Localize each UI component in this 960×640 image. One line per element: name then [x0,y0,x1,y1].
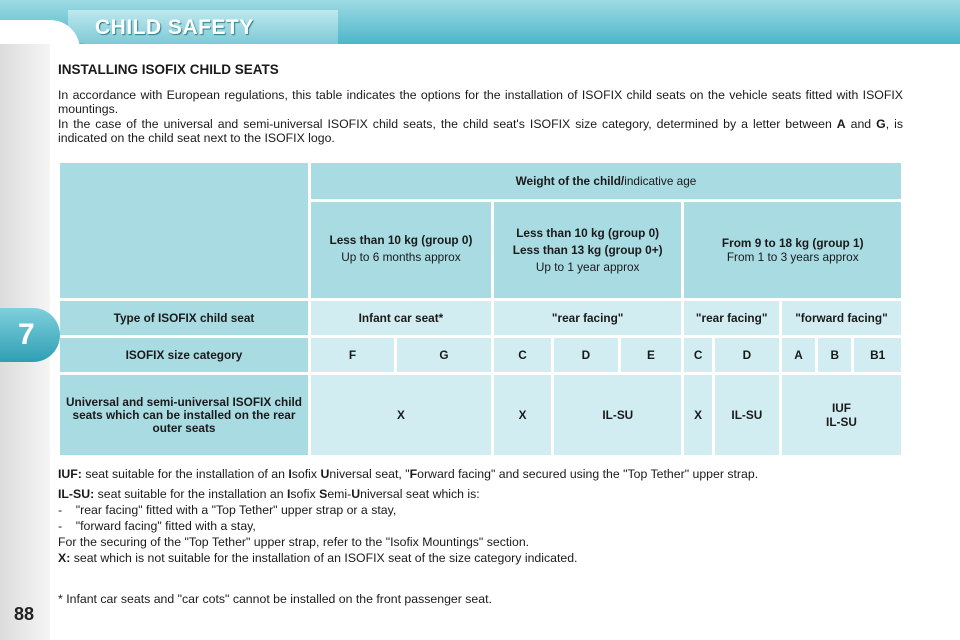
note-text: sofix [290,487,320,501]
para-text: , is indicated on the child seat next to the ISOFIX logo. [58,117,903,145]
type-cell: "rear facing" [494,301,682,335]
seat-row-label: Universal and semi-universal ISOFIX child seats which can be installed on the rear outer seats [60,375,308,455]
size-cell: A [782,338,815,372]
type-cell: "forward facing" [782,301,901,335]
size-label-cell: ISOFIX size category [60,338,308,372]
letter-g: G [876,117,886,131]
letter-a: A [836,117,846,131]
size-cell: C [684,338,711,372]
size-cell: G [397,338,491,372]
group1-sub: Up to 6 months approx [341,250,461,264]
ilsu-note [58,486,903,502]
note-text: emi- [327,487,352,501]
note-text: seat suitable for the installation an [94,487,287,501]
group2-cell [494,202,682,298]
weight-header-rest: indicative age [624,174,697,188]
note-text: sofix [291,467,321,481]
para-text: and [845,117,877,131]
group3-cell [684,202,901,298]
value-cell: X [494,375,551,455]
size-cell: F [311,338,394,372]
iuf-note [58,466,903,482]
group1-cell [311,202,491,298]
value-cell: X [684,375,711,455]
table-row [60,375,901,455]
size-cell: D [554,338,617,372]
securing-note: For the securing of the "Top Tether" upper strap, refer to the "Isofix Mountings" section. [58,535,530,549]
dash-item: - "forward facing" fitted with a stay, [58,519,256,533]
isofix-table [57,160,904,458]
chapter-number: 7 [18,318,35,351]
weight-header-bold: Weight of the child/ [515,174,625,188]
note-key: IUF: [58,467,82,481]
para-text: In the case of the universal and semi-universal ISOFIX child seats, the child seat's ISOFIX size category, determined by a letter between [58,117,837,131]
value-ilsu: IL-SU [826,415,857,429]
value-cell: IL-SU [715,375,779,455]
size-cell: B [818,338,851,372]
group2-sub: Up to 1 year approx [535,260,640,274]
group1-title: Less than 10 kg (group 0) [329,233,473,247]
page-header-title: CHILD SAFETY [95,16,254,39]
empty-corner-cell [60,163,308,298]
group2-title-a: Less than 10 kg (group 0) [516,226,660,240]
note-text: seat which is not suitable for the installation of an ISOFIX seat of the size category indicated. [70,551,578,565]
group3-title: From 9 to 18 kg (group 1) [721,236,864,250]
weight-header-cell [311,163,901,199]
size-category-paragraph [58,117,903,145]
note-letter: F [409,467,418,481]
note-key: IL-SU: [58,487,95,501]
note-letter: I [288,467,292,481]
section-title: INSTALLING ISOFIX CHILD SEATS [58,62,279,77]
page-number: 88 [14,604,35,624]
type-cell: "rear facing" [684,301,779,335]
table-row [60,338,901,372]
group3-sub: From 1 to 3 years approx [726,250,859,264]
note-letter: I [286,487,291,501]
intro-paragraph: In accordance with European regulations, this table indicates the options for the installation of ISOFIX child seats on the vehicle seats fitted with ISOFIX mountings. [58,88,903,116]
type-cell [311,301,491,335]
table-row [60,301,901,335]
size-cell: C [494,338,551,372]
value-cell [782,375,901,455]
x-note [58,550,903,566]
note-letter: U [320,467,330,481]
value-iuf: IUF [831,401,851,415]
table-row [60,163,901,199]
group2-title-b: Less than 13 kg (group 0+) [512,243,663,257]
footnote: * Infant car seats and "car cots" cannot be installed on the front passenger seat. [58,592,492,606]
note-key: X: [58,551,71,565]
note-text: niversal seat which is: [360,487,480,501]
value-cell: X [311,375,491,455]
note-letter: U [351,487,361,501]
type-label-cell: Type of ISOFIX child seat [60,301,308,335]
note-text: orward facing" and secured using the "Top Tether" upper strap. [417,467,759,481]
type-text: Infant car seat* [358,311,444,325]
legend-notes [58,466,903,566]
note-text: seat suitable for the installation of an [81,467,289,481]
value-cell: IL-SU [554,375,681,455]
dash-item: - "rear facing" fitted with a "Top Tether" upper strap or a stay, [58,503,397,517]
note-letter: S [319,487,328,501]
size-cell: B1 [854,338,901,372]
note-text: niversal seat, " [329,467,410,481]
size-cell: D [715,338,779,372]
size-cell: E [621,338,682,372]
